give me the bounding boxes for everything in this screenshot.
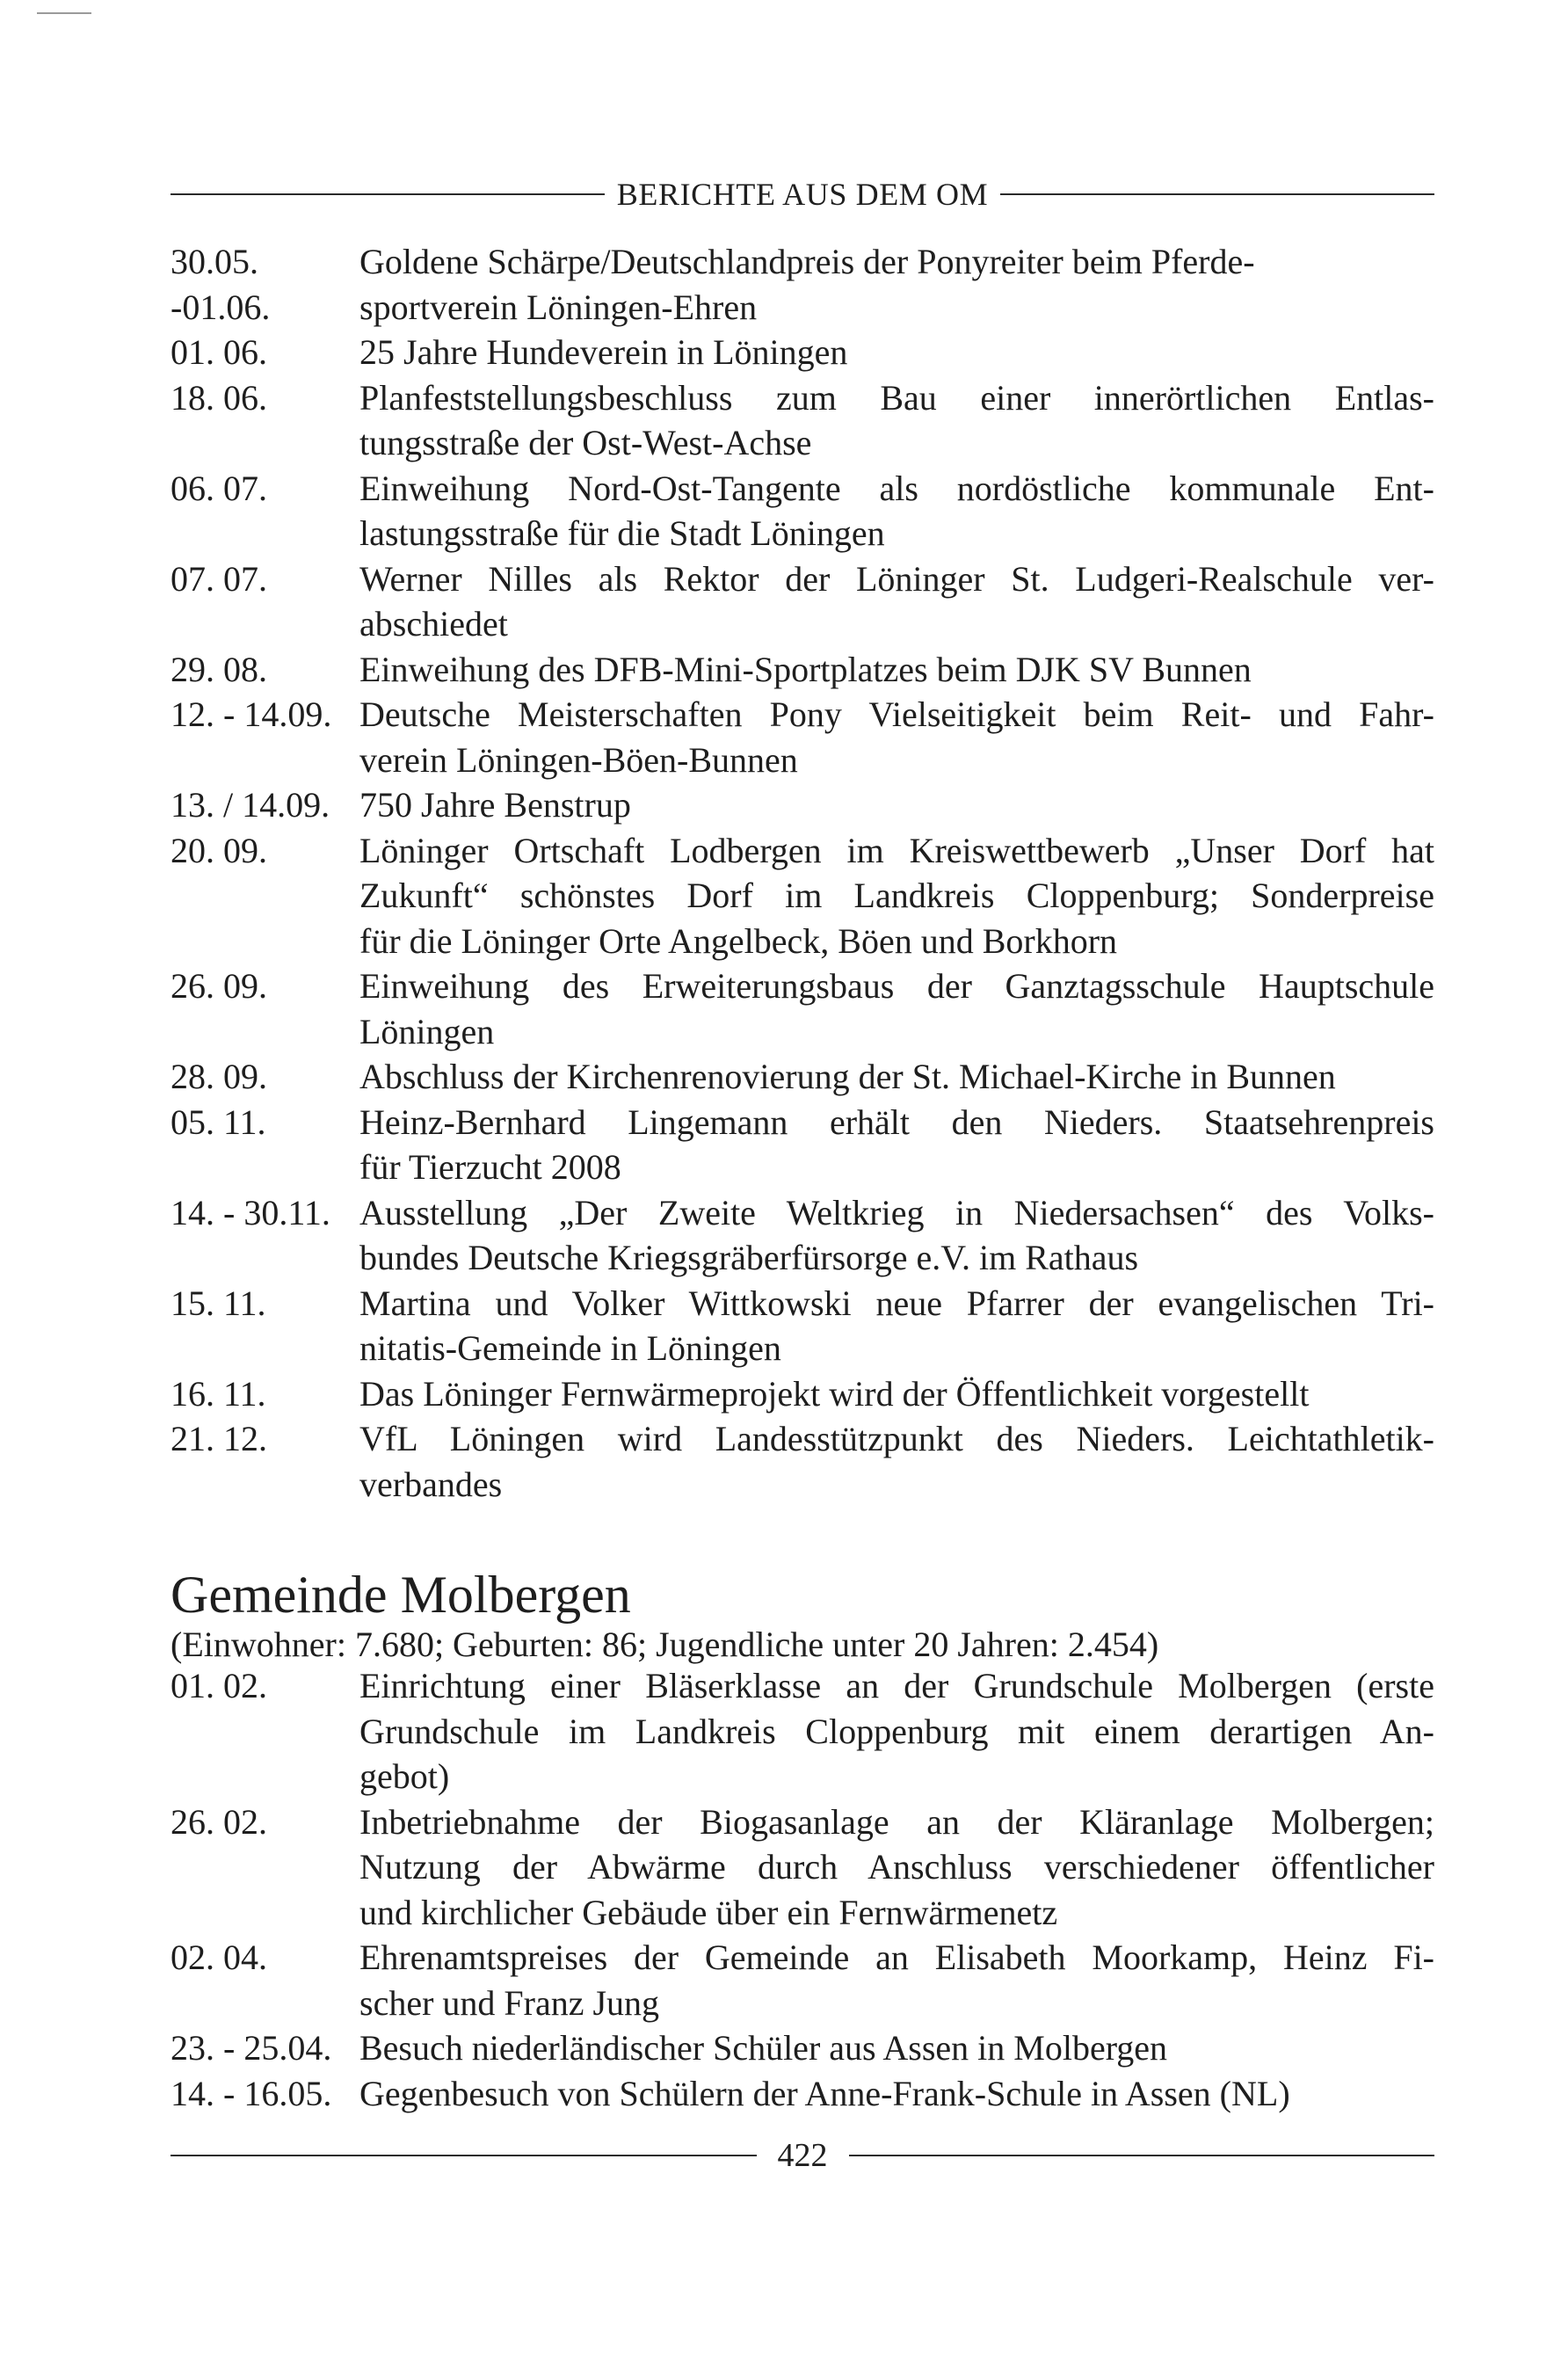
chronicle-entry: [171, 375, 1434, 466]
entry-text-line: Goldene Schärpe/Deutschlandpreis der Ponyreiter beim Pferde-: [359, 242, 1255, 281]
entry-date: 12. - 14.09.: [171, 694, 332, 734]
entry-text-line: für Tierzucht 2008: [359, 1147, 621, 1187]
running-header: [171, 176, 1434, 213]
entry-date: 26. 09.: [171, 966, 267, 1006]
entry-date: 23. - 25.04.: [171, 2028, 332, 2068]
entry-text: [359, 466, 1434, 556]
entry-text-line: Ausstellung „Der Zweite Weltkrieg in Niedersachsen“ des Volks-: [359, 1192, 1434, 1232]
entry-text-line: Martina und Volker Wittkowski neue Pfarrer der evangelischen Tri-: [359, 1283, 1434, 1323]
running-header-title: BERICHTE AUS DEM OM: [616, 177, 989, 212]
entry-text-line: sportverein Löningen-Ehren: [359, 287, 758, 327]
entry-text-line: tungsstraße der Ost-West-Achse: [359, 423, 812, 462]
chronicle-entry: [171, 782, 1434, 828]
entry-text: [359, 239, 1434, 285]
entry-text: [359, 330, 1434, 375]
entry-date: 01. 02.: [171, 1666, 267, 1705]
entry-text: [359, 1190, 1434, 1281]
entry-text-line: Abschluss der Kirchenrenovierung der St. Michael-Kirche in Bunnen: [359, 1057, 1336, 1096]
page-number: 422: [777, 2137, 828, 2174]
chronicle-entry: [171, 2071, 1434, 2117]
chronicle-entry: [171, 239, 1434, 285]
chronicle-entry: [171, 647, 1434, 693]
chronicle-entry: [171, 1190, 1434, 1281]
entry-text-line: lastungsstraße für die Stadt Löningen: [359, 513, 885, 553]
entry-text: [359, 2025, 1434, 2071]
entry-text: [359, 2071, 1434, 2117]
entry-date: 30.05.: [171, 242, 258, 281]
entry-text-line: verein Löningen-Böen-Bunnen: [359, 739, 798, 780]
entry-text-line: Einweihung Nord-Ost-Tangente als nordöstliche kommunale Ent-: [359, 468, 1434, 508]
header-rule-left: [171, 193, 605, 195]
entry-text-line: Gegenbesuch von Schülern der Anne-Frank-Schule in Assen (NL): [359, 2073, 1290, 2113]
entry-text-line: 25 Jahre Hundeverein in Löningen: [359, 332, 848, 372]
entry-date: 13. / 14.09.: [171, 785, 330, 825]
entry-text-line: Einrichtung einer Bläserklasse an der Grundschule Molbergen (erste: [359, 1666, 1434, 1705]
entry-text-line: Besuch niederländischer Schüler aus Assen in Molbergen: [359, 2028, 1168, 2068]
entry-text-line: Das Löninger Fernwärmeprojekt wird der Öffentlichkeit vorgestellt: [359, 1373, 1310, 1414]
entry-text-line: 750 Jahre Benstrup: [359, 785, 631, 825]
chronicle-entry: [171, 1281, 1434, 1371]
entry-text: [359, 1281, 1434, 1371]
chronicle-entry: [171, 692, 1434, 782]
page-footer: [171, 2136, 1434, 2175]
entry-date: 28. 09.: [171, 1057, 267, 1096]
entry-text: [359, 556, 1434, 647]
footer-rule-right: [849, 2155, 1435, 2156]
entry-date: 07. 07.: [171, 558, 267, 599]
entry-date: 15. 11.: [171, 1283, 266, 1323]
entry-text-line: Zukunft“ schönstes Dorf im Landkreis Cloppenburg; Sonderpreise: [359, 876, 1434, 915]
entry-text: [359, 1799, 1434, 1936]
chronicle-entry: [171, 330, 1434, 375]
chronicle-list-molbergen: [171, 1663, 1434, 2116]
entry-text-line: Ehrenamtspreises der Gemeinde an Elisabeth Moorkamp, Heinz Fi-: [359, 1937, 1434, 1977]
entry-text-line: Löninger Ortschaft Lodbergen im Kreiswettbewerb „Unser Dorf hat: [359, 830, 1434, 870]
entry-text: [359, 1935, 1434, 2025]
entry-text: [359, 828, 1434, 964]
entry-text-line: Nutzung der Abwärme durch Anschluss verschiedener öffentlicher: [359, 1847, 1434, 1887]
chronicle-entry: [171, 963, 1434, 1054]
entry-text-line: für die Löninger Orte Angelbeck, Böen und Borkhorn: [359, 920, 1118, 961]
chronicle-entry: [171, 556, 1434, 647]
header-rule-right: [1000, 193, 1434, 195]
chronicle-list-loeningen: [171, 239, 1434, 1507]
entry-text-line: Grundschule im Landkreis Cloppenburg mit einem derartigen An-: [359, 1711, 1434, 1751]
chronicle-entry: [171, 1799, 1434, 1936]
entry-text-line: Einweihung des Erweiterungsbaus der Ganztagsschule Hauptschule: [359, 966, 1434, 1006]
scan-edge-mark: [37, 12, 91, 14]
entry-text-line: verbandes: [359, 1464, 503, 1504]
chronicle-entry: [171, 466, 1434, 556]
chronicle-entry: [171, 1663, 1434, 1799]
chronicle-entry: [171, 1935, 1434, 2025]
entry-text-line: Planfeststellungsbeschluss zum Bau einer innerörtlichen Entlas-: [359, 377, 1434, 418]
entry-date: -01.06.: [171, 287, 271, 327]
entry-text-line: scher und Franz Jung: [359, 1982, 660, 2023]
chronicle-entry: [171, 1371, 1434, 1417]
entry-text-line: Werner Nilles als Rektor der Löninger St. Ludgeri-Realschule ver-: [359, 558, 1434, 599]
entry-date: 14. - 30.11.: [171, 1192, 330, 1232]
entry-text: [359, 647, 1434, 693]
entry-text-line: VfL Löningen wird Landesstützpunkt des Nieders. Leichtathletik-: [359, 1419, 1434, 1458]
entry-date: 20. 09.: [171, 830, 267, 870]
entry-text-line: nitatis-Gemeinde in Löningen: [359, 1328, 781, 1368]
chronicle-entry: [171, 2025, 1434, 2071]
entry-text: [359, 963, 1434, 1054]
entry-text: [359, 285, 1434, 331]
entry-text-line: gebot): [359, 1756, 450, 1796]
entry-date: 02. 04.: [171, 1937, 267, 1977]
entry-date: 01. 06.: [171, 332, 267, 372]
chronicle-entry: [171, 285, 1434, 331]
entry-text: [359, 1416, 1434, 1507]
entry-text: [359, 1054, 1434, 1100]
entry-text-line: Deutsche Meisterschaften Pony Vielseitigkeit beim Reit- und Fahr-: [359, 694, 1434, 734]
entry-text-line: Inbetriebnahme der Biogasanlage an der Kläranlage Molbergen;: [359, 1801, 1434, 1842]
entry-text: [359, 375, 1434, 466]
entry-text: [359, 1371, 1434, 1417]
entry-date: 26. 02.: [171, 1801, 267, 1842]
chronicle-entry: [171, 1100, 1434, 1190]
entry-text: [359, 1100, 1434, 1190]
chronicle-entry: [171, 828, 1434, 964]
entry-text-line: und kirchlicher Gebäude über ein Fernwärmenetz: [359, 1892, 1058, 1932]
section-title: Gemeinde Molbergen: [171, 1566, 631, 1624]
entry-text-line: abschiedet: [359, 604, 508, 643]
entry-date: 16. 11.: [171, 1373, 266, 1414]
entry-text-line: Heinz-Bernhard Lingemann erhält den Nieders. Staatsehrenpreis: [359, 1101, 1434, 1142]
entry-date: 14. - 16.05.: [171, 2073, 332, 2113]
chronicle-entry: [171, 1054, 1434, 1100]
entry-text-line: Einweihung des DFB-Mini-Sportplatzes beim DJK SV Bunnen: [359, 649, 1252, 689]
entry-date: 21. 12.: [171, 1419, 267, 1458]
chronicle-entry: [171, 1416, 1434, 1507]
entry-text: [359, 1663, 1434, 1799]
entry-date: 05. 11.: [171, 1101, 266, 1142]
entry-date: 06. 07.: [171, 468, 267, 508]
section-subtitle: (Einwohner: 7.680; Geburten: 86; Jugendliche unter 20 Jahren: 2.454): [171, 1625, 1159, 1664]
entry-text-line: bundes Deutsche Kriegsgräberfürsorge e.V. im Rathaus: [359, 1238, 1139, 1277]
entry-text-line: Löningen: [359, 1011, 495, 1051]
entry-date: 29. 08.: [171, 649, 267, 689]
entry-text: [359, 782, 1434, 828]
footer-rule-left: [171, 2155, 757, 2156]
entry-text: [359, 692, 1434, 782]
entry-date: 18. 06.: [171, 377, 267, 418]
